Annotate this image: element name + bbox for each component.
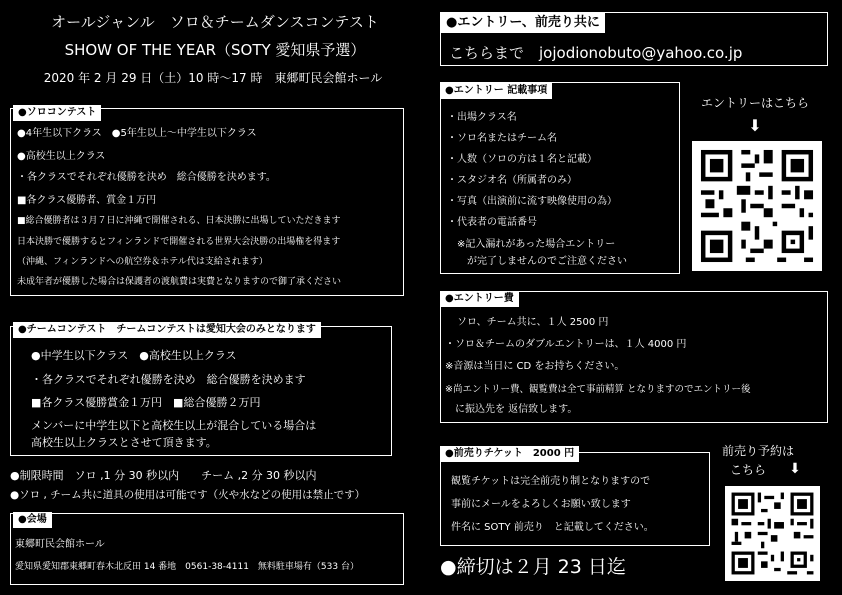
team-contest-tag: ●チームコンテスト チームコンテストは愛知大会のみとなります: [13, 322, 321, 338]
advance-ticket-line: 事前にメールをよろしくお願い致します: [451, 499, 631, 510]
entry-fee-line: ※尚エントリー費、観覧費は全て事前精算 となりますのでエントリー後: [445, 384, 751, 395]
entry-item: ※記入漏れがあった場合エントリー: [447, 239, 616, 250]
title-line-1: オールジャンル ソロ＆チームダンスコンテスト: [51, 13, 379, 31]
team-line: ■各クラス優勝賞金１万円 ■総合優勝２万円: [31, 396, 261, 409]
entry-item: ・ソロ名またはチーム名: [447, 133, 557, 144]
entry-contact-tag: ●エントリー、前売り共に: [441, 13, 605, 33]
entry-item: ・出場クラス名: [447, 112, 517, 123]
solo-line: ●高校生以上クラス: [17, 151, 106, 162]
down-arrow-icon: ⬇: [789, 461, 801, 477]
entry-fee-box: [440, 291, 828, 423]
advance-ticket-line: 件名に SOTY 前売り と記載してください。: [451, 522, 654, 533]
solo-line: ・各クラスでそれぞれ優勝を決め 総合優勝を決めます。: [17, 172, 276, 183]
venue-tag: ●会場: [13, 512, 52, 528]
entry-item: ・写真（出演前に流す映像使用の為）: [447, 196, 617, 207]
team-line: 高校生以上クラスとさせて頂きます。: [31, 436, 217, 449]
venue-name: 東郷町民会館ホール: [15, 539, 105, 550]
team-line: ●中学生以下クラス ●高校生以上クラス: [31, 349, 237, 362]
entry-item: ・スタジオ名（所属者のみ）: [447, 175, 577, 186]
venue-address: 愛知県愛知郡東郷町春木北反田 14 番地 0561-38-4111 無料駐車場有（533 台）: [15, 562, 359, 572]
entry-fee-line: に振込先を 返信致します。: [445, 404, 578, 415]
date-venue-line: 2020 年 2 月 29 日（土）10 時〜17 時 東郷町民会館ホール: [43, 71, 383, 85]
entry-email[interactable]: こちらまで jojodionobuto@yahoo.co.jp: [449, 44, 743, 62]
title-line-2: SHOW OF THE YEAR（SOTY 愛知県予選）: [64, 41, 366, 59]
solo-line: ■総合優勝者は３月７日に沖縄で開催される、日本決勝に出場していただきます: [17, 216, 341, 226]
solo-line: ●4年生以下クラス ●5年生以上〜中学生以下クラス: [17, 128, 257, 139]
entry-qr-code-icon[interactable]: [692, 141, 822, 271]
solo-line: （沖縄、フィンランドへの航空券＆ホテル代は支給されます）: [17, 257, 268, 267]
entry-items-tag: ●エントリー 記載事項: [440, 83, 552, 99]
solo-line: 日本決勝で優勝するとフィンランドで開催される世界大会決勝の出場権を得ます: [17, 237, 341, 247]
entry-items-box: [440, 82, 680, 274]
team-contest-box: [10, 326, 392, 456]
entry-item: ・代表者の電話番号: [447, 217, 537, 228]
reserve-qr-code-icon[interactable]: [725, 486, 820, 581]
solo-line: 未成年者が優勝した場合は保護者の渡航費は実費となりますので御了承ください: [17, 277, 342, 287]
time-limit: ●制限時間 ソロ ,1 分 30 秒以内 チーム ,2 分 30 秒以内: [10, 469, 317, 482]
entry-qr-label: エントリーはこちら: [700, 96, 809, 110]
entry-fee-line: ソロ、チーム共に、１人 2500 円: [457, 317, 609, 328]
deadline: ●締切は２月 23 日迄: [440, 556, 626, 578]
solo-contest-tag: ●ソロコンテスト: [13, 105, 101, 121]
entry-item: ・人数（ソロの方は１名と記載）: [447, 154, 597, 165]
solo-contest-box: [10, 108, 404, 296]
entry-fee-line: ※音源は当日に CD をお持ちください。: [445, 361, 625, 372]
reserve-qr-label: こちら: [730, 463, 767, 477]
reserve-qr-label: 前売り予約は: [722, 444, 795, 458]
entry-fee-tag: ●エントリー費: [440, 291, 519, 307]
down-arrow-icon: ⬇: [748, 116, 762, 135]
entry-fee-line: ・ソロ＆チームのダブルエントリーは、１人 4000 円: [445, 339, 687, 350]
team-line: ・各クラスでそれぞれ優勝を決め 総合優勝を決めます: [31, 373, 306, 386]
advance-ticket-box: [440, 448, 710, 546]
entry-item: が完了しませんのでご注意ください: [447, 256, 627, 267]
entry-contact-box: [440, 12, 828, 66]
advance-ticket-tag: ●前売りチケット 2000 円: [440, 446, 579, 462]
solo-line: ■各クラス優勝者、賞金１万円: [17, 195, 157, 206]
advance-ticket-line: 観覧チケットは完全前売り制となりますので: [451, 476, 651, 487]
team-line: メンバーに中学生以下と高校生以上が混合している場合は: [31, 419, 317, 432]
venue-box: [10, 513, 404, 585]
props-rule: ●ソロ , チーム共に道具の使用は可能です（火や水などの使用は禁止です）: [10, 489, 366, 501]
